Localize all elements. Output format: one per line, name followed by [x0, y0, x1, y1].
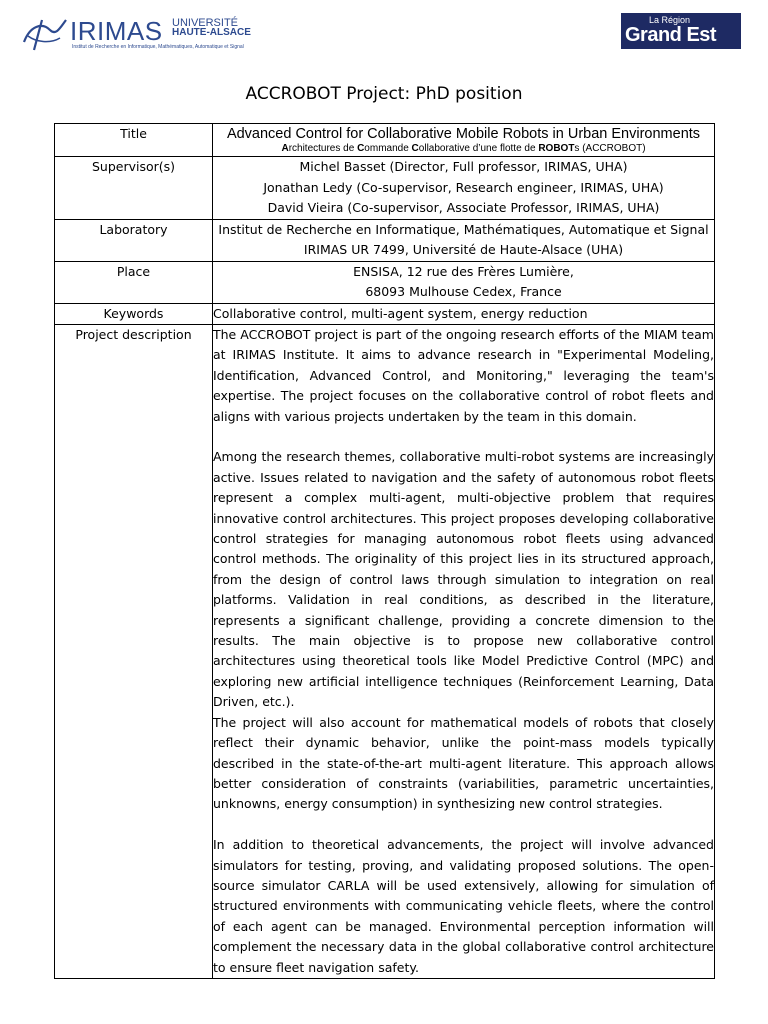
keywords-value: Collaborative control, multi-agent system, energy reduction: [213, 303, 715, 325]
table-row-place: [55, 261, 715, 303]
irimas-uha-logo: [20, 14, 270, 54]
row-label-supervisors: Supervisor(s): [55, 157, 213, 220]
table-row-description: [55, 325, 715, 979]
row-label-description: Project description: [55, 325, 213, 979]
supervisor-line: David Vieira (Co-supervisor, Associate Professor, IRIMAS, UHA): [267, 200, 660, 215]
row-label-place: Place: [55, 261, 213, 303]
laboratory-value: [213, 219, 715, 261]
position-info-table: [54, 123, 715, 979]
uha-line1: UNIVERSITÉ: [172, 17, 239, 29]
region-logo-line2: Grand Est: [625, 24, 717, 46]
table-row-keywords: [55, 303, 715, 325]
description-value: [213, 325, 715, 979]
laboratory-line: Institut de Recherche en Informatique, Mathématiques, Automatique et Signal: [218, 221, 709, 237]
place-value: [213, 261, 715, 303]
supervisor-line: Michel Basset (Director, Full professor, IRIMAS, UHA): [299, 159, 628, 174]
description-paragraph: In addition to theoretical advancements, the project will involve advanced simulators for testing, proving, and validating proposed solutions. The open-source simulator CARLA will be used extensively, allowing for simulation of structured environments with communicating vehicle fleets, where the control of each agent can be managed. Environmental perception information will complement the necessary data in the global collaborative control architecture to ensure fleet navigation safety.: [213, 837, 714, 975]
description-paragraph: The project will also account for mathematical models of robots that closely reflect their dynamic behavior, unlike the point-mass models typically described in the state-of-the-art multi-agent literature. This approach allows better consideration of constraints (variabilities, parametric uncertainties, unknowns, energy consumption) in synthesizing new control strategies.: [213, 714, 714, 812]
project-acronym-line: Architectures de Commande Collaborative d’une flotte de ROBOTs (ACCROBOT): [281, 143, 646, 154]
page-title: ACCROBOT Project: PhD position: [245, 84, 523, 104]
row-label-title: Title: [55, 124, 213, 157]
project-title: Advanced Control for Collaborative Mobile Robots in Urban Environments: [226, 126, 701, 142]
place-line: 68093 Mulhouse Cedex, France: [365, 284, 562, 299]
irimas-wordmark: IRIMAS: [70, 16, 163, 46]
table-row-supervisors: [55, 157, 715, 220]
irimas-subline: Institut de Recherche en Informatique, Mathématiques, Automatique et Signal: [72, 44, 244, 50]
description-paragraph: Among the research themes, collaborative multi-robot systems are increasingly active. Issues related to navigation and the safety of autonomous robot fleets represent a complex multi-agent, multi-objective problem that requires innovative control architectures. This project proposes developing collaborative control strategies for managing autonomous robot fleets using advanced control methods. The originality of this project lies in its structured approach, from the design of control laws through simulation to integration on real platforms. Validation in real conditions, as described in the literature, represents a significant challenge, providing a concrete dimension to the results. The main objective is to propose new collaborative control architectures using theoretical tools like Model Predictive Control (MPC) and exploring new artificial intelligence techniques (Reinforcement Learning, Data Driven, etc.).: [213, 449, 714, 710]
row-label-keywords: Keywords: [55, 303, 213, 325]
region-logo-line1: La Région: [649, 15, 691, 25]
row-label-laboratory: Laboratory: [55, 219, 213, 261]
place-line: ENSISA, 12 rue des Frères Lumière,: [353, 263, 574, 279]
table-row-laboratory: [55, 219, 715, 261]
title-value: [213, 124, 715, 157]
laboratory-line: IRIMAS UR 7499, Université de Haute-Alsace (UHA): [303, 242, 624, 257]
description-paragraph: The ACCROBOT project is part of the ongoing research efforts of the MIAM team at IRIMAS Institute. It aims to advance research in "Experimental Modeling, Identification, Advanced Control, and Monitoring," leveraging the team's expertise. The project focuses on the collaborative control of robot fleets and aligns with various projects undertaken by the team in this domain.: [213, 327, 714, 424]
table-row-title: [55, 124, 715, 157]
supervisors-value: [213, 157, 715, 220]
supervisor-line: Jonathan Ledy (Co-supervisor, Research engineer, IRIMAS, UHA): [263, 179, 664, 195]
region-grand-est-logo: [621, 13, 741, 49]
uha-wordmark: [172, 18, 251, 38]
uha-line2: HAUTE-ALSACE: [172, 27, 251, 38]
irimas-emblem-icon: [20, 16, 68, 52]
